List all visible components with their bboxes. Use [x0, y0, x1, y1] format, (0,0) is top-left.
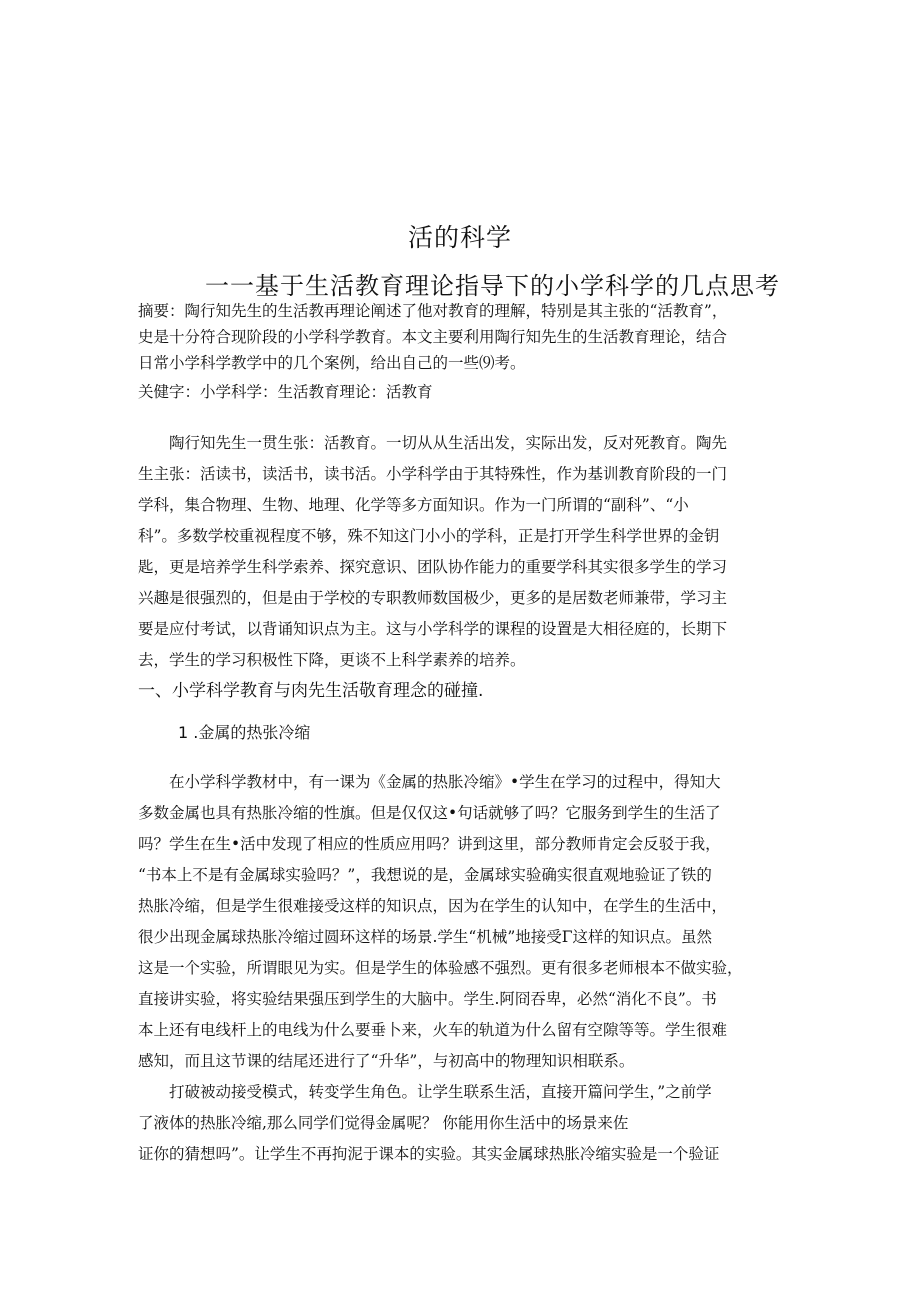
paragraph-metal [138, 767, 788, 1077]
paragraph-intro [138, 428, 788, 676]
abstract-line: 日常小学科学教学中的几个案例，给出自己的一些⑼考。 [138, 354, 526, 372]
paragraph-line: 多数金属也具有热胀冷缩的性旗。但是仅仅这•句话就够了吗？它服务到学生的生活了 [138, 804, 721, 822]
paragraph-line: 兴趣是很强烈的，但是由于学校的专职教师数国极少，更多的是居数老师兼带，学习主 [138, 589, 728, 607]
paragraph-line: “书本上不是有金属球实验吗？”，我想说的是，金属球实验确实很直观地验证了铁的 [138, 866, 712, 884]
paragraph-line: 感知，而且这节课的结尾还进行了“升华”，与初高中的物理知识相联系。 [138, 1052, 635, 1070]
paragraph-line: 去，学生的学习积极性下降，更谈不上科学素养的培养。 [138, 651, 526, 669]
paragraph-line: 科”。多数学校重视程度不够，殊不知这门小小的学科，正是打开学生科学世界的金钥 [138, 527, 720, 545]
subsection-heading: 1 .金属的热张冷缩 [178, 723, 311, 742]
section-heading: 一、小学科学教育与肉先生活敬育理念的碰撞. [138, 681, 484, 701]
document-title: 活的科学 [407, 223, 512, 252]
paragraph-line: 在小学科学教材中，有一课为《金属的热胀冷缩》•学生在学习的过程中，得知大 [169, 773, 721, 791]
paragraph-line: 本上还有电线杆上的电线为什么要垂卜来，火车的轨道为什么留有空隙等等。学生很难 [138, 1021, 728, 1039]
document-subtitle: 一一基于生活教育理论指导下的小学科学的几点思考 [205, 272, 780, 300]
paragraph-line: 陶行知先生一贯生张：活教育。一切从从生活出发，实际出发，反对死教育。陶先 [169, 434, 728, 452]
paragraph-line: 热胀冷缩，但是学生很难接受这样的知识点，因为在学生的认知中，在学生的生活中， [138, 897, 728, 915]
paragraph-change [138, 1077, 788, 1170]
paragraph-line: 很少出现金属球热胀冷缩过圆环这样的场景.学生“机械”地接受Γ这样的知识点。虽然 [138, 928, 713, 946]
paragraph-line: 吗？学生在生•活中发现了相应的性质应用吗？讲到这里，部分教师肯定会反驳于我， [138, 835, 721, 853]
paragraph-line: 生主张：活读书，读活书，读书活。小学科学由于其特殊性，作为基训教育阶段的一门 [138, 465, 728, 483]
paragraph-line: 打破被动接受模式，转变学生角色。让学生联系生活，直接开篇问学生，”之前学 [169, 1083, 712, 1101]
paragraph-line: 证你的猜想吗”。让学生不再拘泥于课本的实验。其实金属球热胀冷缩实验是一个验证 [138, 1145, 720, 1163]
abstract-line: 史是十分符合现阶段的小学科学教育。本文主要利用陶行知先生的生活教育理论，结合 [138, 328, 728, 346]
paragraph-line: 要是应付考试，以背诵知识点为主。这与小学科学的课程的设置是大相径庭的，长期下 [138, 620, 728, 638]
paragraph-line: 学科，集合物理、生物、地理、化学等多方面知识。作为一门所谓的“副科”、“小 [138, 496, 689, 514]
keywords: 关健字：小学科学：生活教育理论：活教育 [138, 383, 433, 401]
paragraph-line: 匙，更是培养学生科学索养、探究意识、团队协作能力的重要学科其实很多学生的学习 [138, 558, 728, 576]
abstract [138, 298, 788, 376]
paragraph-line: 这是一个实验，所谓眼见为实。但是学生的体验感不强烈。更有很多老师根本不做实验， [138, 959, 743, 977]
paragraph-line: 了液体的热胀冷缩,那么同学们觉得金属呢？ 你能用你生活中的场景来佐 [138, 1114, 629, 1132]
abstract-line: 摘要：陶行知先生的生活教再理论阐述了他对教育的理解，特别是其主张的“活教育”， [138, 302, 728, 320]
paragraph-line: 直接讲实验，将实验结果强压到学生的大脑中。学生.阿冏吞卑，必然“消化不良”。书 [138, 990, 717, 1008]
